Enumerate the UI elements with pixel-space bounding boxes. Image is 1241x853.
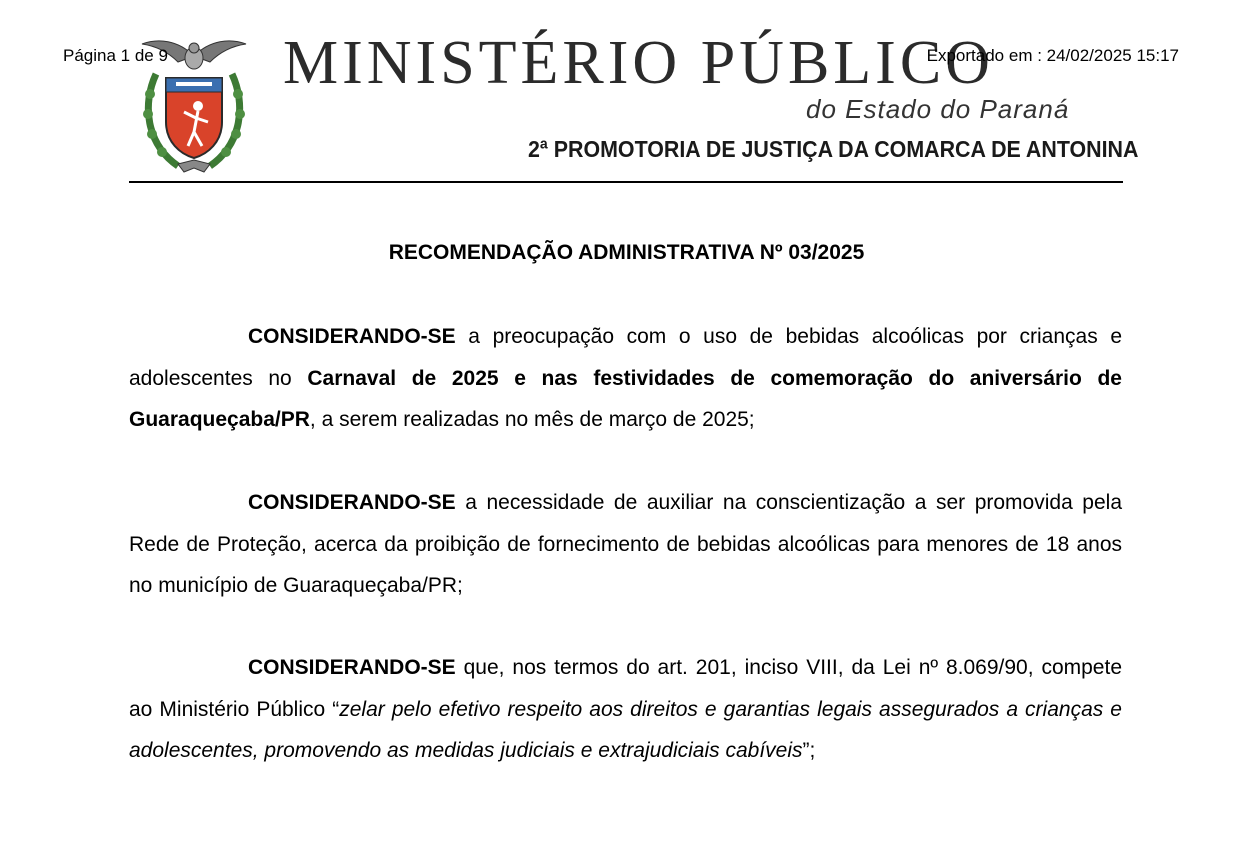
- paragraph-3: [129, 647, 1122, 772]
- document-title: RECOMENDAÇÃO ADMINISTRATIVA Nº 03/2025: [388, 241, 865, 264]
- paragraph-text: a necessidade de auxiliar na conscientização a ser promovida pela Rede de Proteção, acerca da proibição de fornecimento de bebidas alcoólicas para menores de 18 anos no município de Guaraqueçaba/PR;: [129, 491, 1122, 597]
- considerando-lead: CONSIDERANDO-SE: [248, 325, 456, 348]
- paragraph-text: a preocupação com o uso de bebidas alcoólicas por crianças e adolescentes no: [129, 325, 1122, 390]
- quoted-italic-text: zelar pelo efetivo respeito aos direitos e garantias legais assegurados a crianças e adolescentes, promovendo as medidas judiciais e extrajudiciais cabíveis: [129, 697, 1122, 762]
- header-divider: [129, 181, 1123, 183]
- paragraph-text: que, nos termos do art. 201, inciso VIII, da Lei nº 8.069/90, compete ao Ministério Público “: [129, 656, 1122, 721]
- considerando-lead: CONSIDERANDO-SE: [248, 656, 456, 679]
- paragraph-bold-text: Carnaval de 2025 e nas festividades de comemoração do aniversário de Guaraqueçaba/PR: [129, 366, 1122, 431]
- paragraph-2: [129, 482, 1122, 607]
- page-indicator: Página 1 de 9: [63, 46, 168, 65]
- paragraph-text: ”;: [802, 739, 816, 762]
- paragraph-1: [129, 316, 1122, 441]
- ministry-subtitle: do Estado do Paraná: [806, 94, 1070, 124]
- promotoria-heading: 2ª PROMOTORIA DE JUSTIÇA DA COMARCA DE ANTONINA: [528, 136, 1139, 162]
- considerando-lead: CONSIDERANDO-SE: [248, 491, 456, 514]
- export-timestamp: Exportado em : 24/02/2025 15:17: [926, 46, 1179, 65]
- paragraph-text: , a serem realizadas no mês de março de 2025;: [309, 408, 755, 431]
- ministry-title: MINISTÉRIO PÚBLICO: [283, 29, 994, 97]
